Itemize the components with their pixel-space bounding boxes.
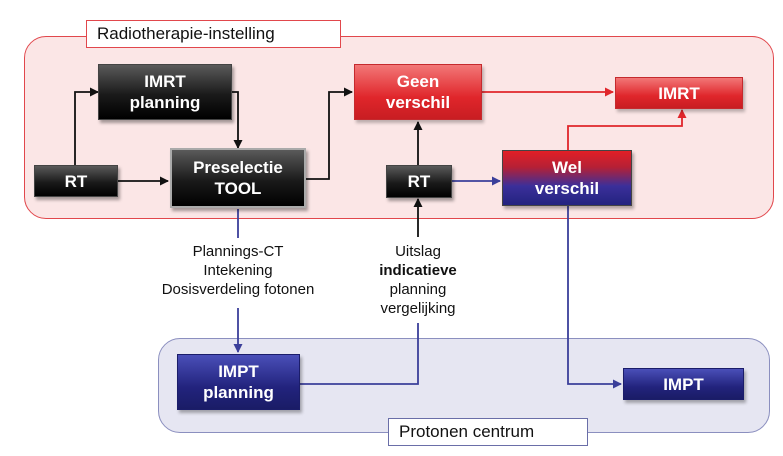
arrow-wel-verschil-to-impt	[568, 206, 621, 384]
sent-data-annotation	[138, 242, 338, 299]
geen-verschil-line-1: Geen	[396, 72, 440, 91]
geen-verschil-line-2: verschil	[385, 93, 451, 112]
feedback-line-2: indicatieve	[379, 262, 457, 279]
impt-result-box: IMPT	[623, 368, 744, 400]
sent-data-line-3: Dosisverdeling fotonen	[161, 281, 315, 298]
sent-data-line-2: Intekening	[203, 262, 273, 279]
preselectie-tool-box	[170, 148, 306, 208]
result-feedback-annotation	[358, 242, 478, 318]
proton-center-label: Protonen centrum	[388, 418, 588, 446]
preselectie-tool-line-1: Preselectie	[193, 158, 283, 177]
arrow-wel-verschil-to-imrt	[568, 110, 682, 150]
geen-verschil-box	[354, 64, 482, 120]
imrt-planning-box	[98, 64, 232, 120]
radiotherapy-institution-label: Radiotherapie-instelling	[86, 20, 341, 48]
rt-left-box: RT	[34, 165, 118, 197]
wel-verschil-line-2: verschil	[534, 179, 600, 198]
wel-verschil-box	[502, 150, 632, 206]
rt-middle-box: RT	[386, 165, 452, 198]
arrow-preselectie-to-geen-verschil	[306, 92, 352, 179]
imrt-planning-line-2: planning	[129, 93, 201, 112]
arrow-impt-planning-to-feedback	[300, 323, 418, 384]
impt-planning-box	[177, 354, 300, 410]
sent-data-line-1: Plannings-CT	[192, 243, 284, 260]
wel-verschil-line-1: Wel	[552, 158, 582, 177]
feedback-line-3: planning	[389, 281, 447, 298]
imrt-planning-line-1: IMRT	[144, 72, 186, 91]
impt-planning-line-2: planning	[203, 383, 274, 402]
impt-planning-line-1: IMPT	[218, 362, 259, 381]
feedback-line-1: Uitslag	[395, 243, 441, 260]
arrow-rt-to-imrt-planning	[75, 92, 98, 165]
preselectie-tool-line-2: TOOL	[214, 179, 262, 198]
arrow-imrt-planning-to-preselectie	[232, 92, 238, 148]
feedback-line-4: vergelijking	[380, 300, 456, 317]
imrt-result-box: IMRT	[615, 77, 743, 109]
